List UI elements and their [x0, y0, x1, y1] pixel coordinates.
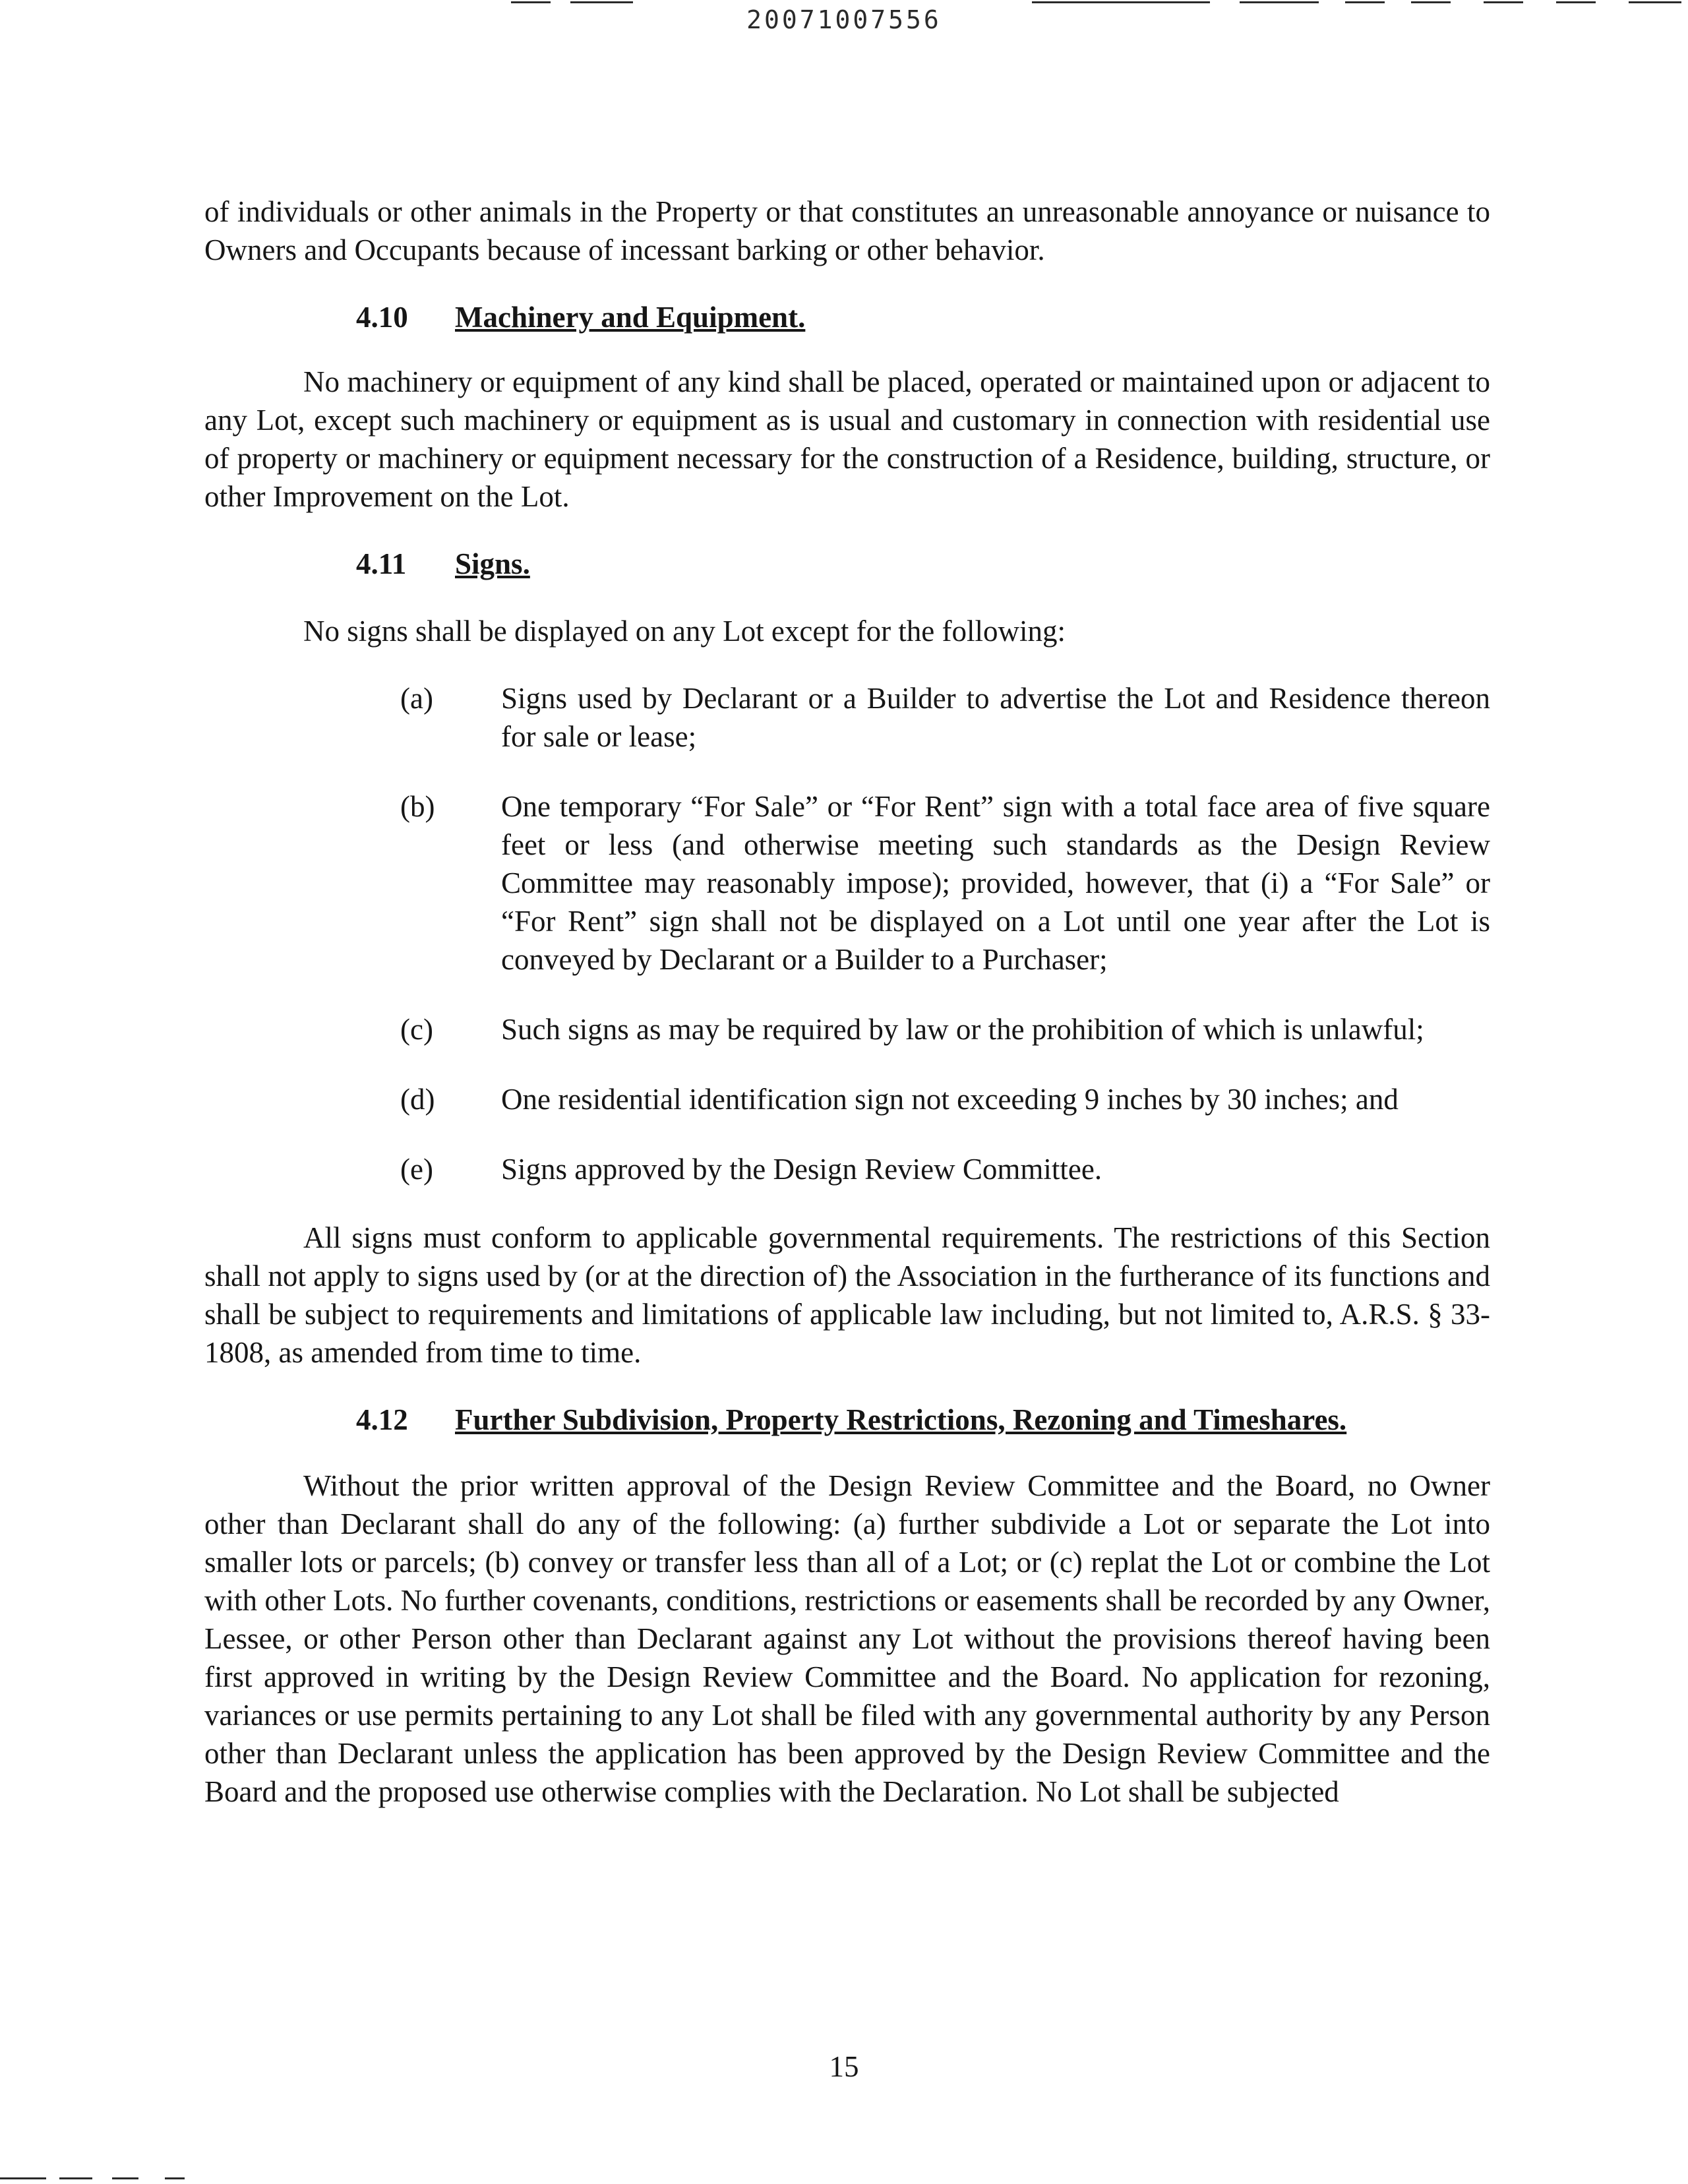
- scan-mark: [0, 2177, 46, 2179]
- scan-mark: [1032, 1, 1210, 3]
- section-title: Further Subdivision, Property Restrictions, Rezoning and Timeshares.: [455, 1403, 1347, 1436]
- list-marker: (a): [400, 682, 433, 715]
- sign-list-item: [204, 679, 1490, 756]
- scan-mark: [511, 1, 551, 3]
- section-4-11-closing: All signs must conform to applicable governmental requirements. The restrictions of this Section shall not apply to signs used by (or at the direction of) the Association in the furtherance of its functions and shall be subject to requirements and limitations of applicable law including, but not limited to, A.R.S. § 33-1808, as amended from time to time.: [204, 1221, 1490, 1369]
- document-page: [204, 193, 1490, 1811]
- document-number: 20071007556: [746, 5, 942, 34]
- sign-list-item: [204, 1150, 1490, 1188]
- intro-paragraph: of individuals or other animals in the Property or that constitutes an unreasonable annoyance or nuisance to Owners and Occupants because of incessant barking or other behavior.: [204, 195, 1490, 266]
- section-number: 4.12: [356, 1403, 408, 1436]
- list-item-text: Signs approved by the Design Review Committee.: [501, 1153, 1102, 1186]
- list-item-text: Signs used by Declarant or a Builder to advertise the Lot and Residence thereon for sale or lease;: [501, 682, 1490, 753]
- section-4-12-heading: [204, 1401, 1490, 1439]
- list-marker: (d): [400, 1083, 435, 1116]
- section-title: Signs.: [455, 547, 530, 580]
- section-title: Machinery and Equipment.: [455, 301, 806, 334]
- scan-mark: [1629, 1, 1681, 3]
- sign-list-item: [204, 1010, 1490, 1048]
- scan-mark: [1556, 1, 1596, 3]
- list-item-text: Such signs as may be required by law or the prohibition of which is unlawful;: [501, 1013, 1424, 1046]
- scan-mark: [1240, 1, 1319, 3]
- section-4-11-intro: No signs shall be displayed on any Lot except for the following:: [303, 615, 1066, 648]
- sign-list-item: [204, 787, 1490, 979]
- page-number: 15: [829, 2050, 859, 2083]
- section-4-11-heading: [204, 545, 1490, 583]
- section-number: 4.11: [356, 547, 407, 580]
- list-marker: (e): [400, 1153, 433, 1186]
- section-number: 4.10: [356, 301, 408, 334]
- list-item-text: One residential identification sign not exceeding 9 inches by 30 inches; and: [501, 1083, 1399, 1116]
- scan-mark: [570, 1, 633, 3]
- sign-list-item: [204, 1080, 1490, 1118]
- section-4-10-heading: [204, 298, 1490, 336]
- scan-mark: [1411, 1, 1451, 3]
- list-marker: (b): [400, 790, 435, 823]
- list-marker: (c): [400, 1013, 433, 1046]
- scan-mark: [1345, 1, 1385, 3]
- section-4-12-body: Without the prior written approval of the Design Review Committee and the Board, no Owner other than Declarant shall do any of the following: (a) further subdivide a Lot or separate the Lot into smaller lots or parcels; (b) convey or transfer less than all of a Lot; or (c) replat the Lot or combine the Lot with other Lots. No further covenants, conditions, restrictions or easements shall be recorded by any Owner, Lessee, or other Person other than Declarant against any Lot without the provisions thereof having been first approved in writing by the Design Review Committee and the Board. No application for rezoning, variances or use permits pertaining to any Lot shall be filed with any governmental authority by any Person other than Declarant unless the application has been approved by the Design Review Committee and the Board and the proposed use otherwise complies with the Declaration. No Lot shall be subjected: [204, 1469, 1490, 1808]
- scan-mark: [112, 2177, 138, 2179]
- scan-mark: [59, 2177, 92, 2179]
- section-4-10-body: No machinery or equipment of any kind shall be placed, operated or maintained upon or adjacent to any Lot, except such machinery or equipment as is usual and customary in connection with residential use of property or machinery or equipment necessary for the construction of a Residence, building, structure, or other Improvement on the Lot.: [204, 365, 1490, 513]
- scan-mark: [1484, 1, 1523, 3]
- scan-mark: [165, 2177, 185, 2179]
- list-item-text: One temporary “For Sale” or “For Rent” sign with a total face area of five square feet or less (and otherwise meeting such standards as the Design Review Committee may reasonably impose); provided, however, that (i) a “For Sale” or “For Rent” sign shall not be displayed on a Lot until one year after the Lot is conveyed by Declarant or a Builder to a Purchaser;: [501, 790, 1490, 976]
